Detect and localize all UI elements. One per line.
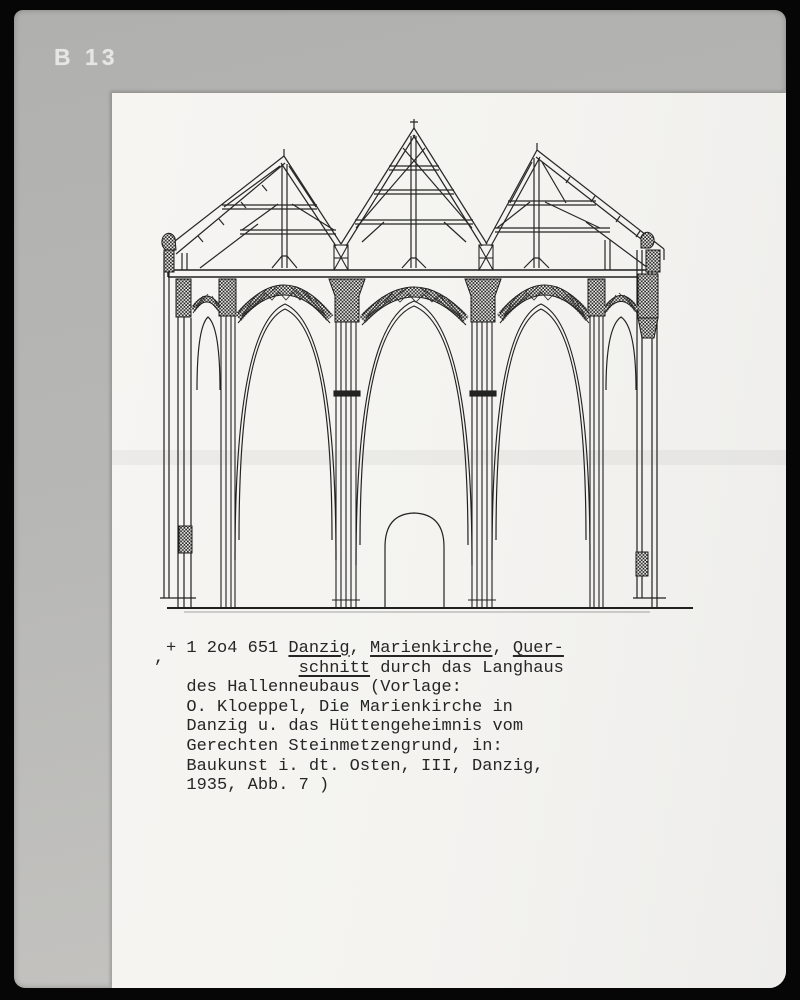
caption-line-8: 1935, Abb. 7 ) [166, 776, 330, 796]
nave-arches [197, 301, 636, 565]
archive-label: B 13 [54, 44, 119, 70]
caption-line-3: des Hallenneubaus (Vorlage: [166, 678, 462, 698]
caption-line-7: Baukunst i. dt. Osten, III, Danzig, [166, 756, 544, 776]
ground-line [167, 608, 693, 612]
caption-line-2: schnitt durch das Langhaus [298, 658, 564, 678]
nave-piers [332, 322, 496, 608]
caption-line-6: Gerechten Steinmetzengrund, in: [166, 736, 503, 756]
central-niche [385, 513, 444, 608]
church-cross-section-drawing [112, 93, 786, 988]
stray-comma: , [154, 649, 165, 668]
roof-truss-left [166, 149, 341, 270]
vault-shells [193, 285, 637, 325]
caption-line-4: O. Kloeppel, Die Marienkirche in [166, 697, 513, 717]
scan-artifact-band [112, 450, 786, 465]
roof-truss-center [341, 119, 487, 268]
tie-beam [168, 270, 648, 277]
caption-line-5: Danzig u. das Hüttengeheimnis vom [166, 717, 524, 737]
caption-block [166, 639, 564, 796]
caption-line-1: + 1 2o4 651 Danzig, Marienkirche, Quer- [166, 639, 564, 658]
masonry-hatch [162, 232, 660, 576]
photo-card [112, 93, 786, 988]
gray-mat [14, 10, 786, 988]
